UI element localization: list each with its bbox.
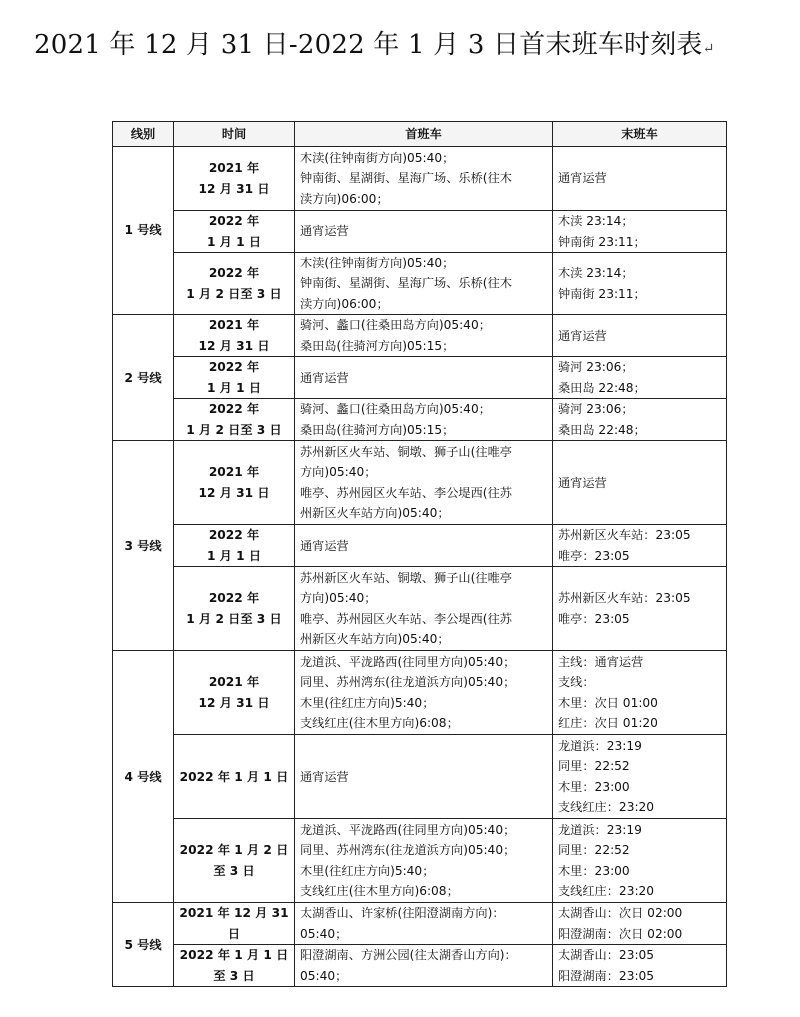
cell-text-line: 同里：22:52 bbox=[558, 843, 630, 858]
last-train-cell bbox=[553, 567, 727, 651]
cell-text-line: 2022 年 bbox=[208, 266, 260, 281]
cell-text-line: 2021 年 bbox=[208, 161, 260, 176]
cell-text-line: 骑河 23:06； bbox=[558, 360, 634, 375]
cell-text-line: 同里：22:52 bbox=[558, 759, 630, 774]
table-row bbox=[113, 253, 727, 315]
cell-text-line: 2022 年 bbox=[208, 402, 260, 417]
cell-text-line: 太湖香山、许家桥(往阳澄湖南方向)： bbox=[300, 906, 505, 921]
line-name-cell: 5 号线 bbox=[113, 903, 174, 987]
time-cell bbox=[174, 903, 295, 945]
cell-text-line: 苏州新区火车站：23:05 bbox=[558, 591, 691, 606]
cell-text-line: 龙道浜：23:19 bbox=[558, 738, 642, 753]
paragraph-mark-icon: ↵ bbox=[702, 41, 715, 57]
cell-text-line: 方向)05:40； bbox=[300, 465, 377, 480]
header-line: 线别 bbox=[113, 122, 174, 147]
cell-text-line: 12 月 31 日 bbox=[198, 485, 270, 500]
cell-text-line: 苏州新区火车站、铜墩、狮子山(往唯亭 bbox=[300, 570, 512, 585]
cell-text-line: 唯亭：23:05 bbox=[558, 548, 630, 563]
table-row bbox=[113, 945, 727, 987]
cell-text-line: 木渎(往钟南街方向)05:40； bbox=[300, 256, 455, 270]
cell-text-line: 通宵运营 bbox=[300, 370, 349, 385]
header-first-train: 首班车 bbox=[295, 122, 553, 147]
cell-text-line: 2022 年 bbox=[208, 591, 260, 606]
line-name-cell: 1 号线 bbox=[113, 147, 174, 315]
first-train-cell bbox=[295, 357, 553, 399]
cell-text-line: 支线红庄：23:20 bbox=[558, 800, 655, 815]
table-row bbox=[113, 315, 727, 357]
cell-text-line: 桑田岛(往骑河方向)05:15； bbox=[300, 422, 455, 437]
cell-text-line: 桑田岛 22:48； bbox=[558, 422, 646, 437]
cell-text-line: 2021 年 12 月 31 bbox=[179, 906, 289, 921]
line-name-cell: 4 号线 bbox=[113, 651, 174, 903]
first-train-cell bbox=[295, 651, 553, 735]
time-cell bbox=[174, 819, 295, 903]
cell-text-line: 骑河、蠡口(往桑田岛方向)05:40； bbox=[300, 318, 491, 333]
cell-text-line: 2022 年 1 月 1 日 bbox=[179, 769, 289, 784]
time-cell bbox=[174, 567, 295, 651]
cell-text-line: 州新区火车站方向)05:40； bbox=[300, 632, 450, 647]
cell-text-line: 同里、苏州湾东(往龙道浜方向)05:40； bbox=[300, 675, 516, 690]
last-train-cell bbox=[553, 315, 727, 357]
cell-text-line: 木渎 23:14； bbox=[558, 266, 634, 281]
schedule-table bbox=[112, 121, 727, 987]
table-row bbox=[113, 211, 727, 253]
last-train-cell bbox=[553, 211, 727, 253]
last-train-cell bbox=[553, 651, 727, 735]
cell-text-line: 通宵运营 bbox=[558, 328, 607, 343]
time-cell bbox=[174, 399, 295, 441]
cell-text-line: 通宵运营 bbox=[558, 171, 607, 186]
last-train-cell bbox=[553, 903, 727, 945]
first-train-cell bbox=[295, 147, 553, 211]
cell-text-line: 至 3 日 bbox=[213, 968, 255, 983]
cell-text-line: 方向)05:40； bbox=[300, 591, 377, 606]
first-train-cell bbox=[295, 253, 553, 315]
cell-text-line: 支线： bbox=[558, 675, 595, 690]
table-row bbox=[113, 399, 727, 441]
table-row bbox=[113, 735, 727, 819]
cell-text-line: 1 月 2 日至 3 日 bbox=[186, 422, 282, 437]
time-cell bbox=[174, 147, 295, 211]
cell-text-line: 2021 年 bbox=[208, 675, 260, 690]
cell-text-line: 木里(往红庄方向)5:40； bbox=[300, 695, 435, 710]
first-train-cell bbox=[295, 567, 553, 651]
cell-text-line: 钟南街 23:11； bbox=[558, 234, 646, 249]
time-cell bbox=[174, 525, 295, 567]
cell-text-line: 木渎 23:14； bbox=[558, 214, 634, 229]
cell-text-line: 阳澄湖南、方洲公园(往太湖香山方向)： bbox=[300, 948, 517, 963]
table-row bbox=[113, 357, 727, 399]
table-row bbox=[113, 441, 727, 525]
table-header-row bbox=[113, 122, 727, 147]
time-cell bbox=[174, 441, 295, 525]
schedule-body bbox=[113, 147, 727, 987]
time-cell bbox=[174, 735, 295, 819]
cell-text-line: 木里：23:00 bbox=[558, 863, 630, 878]
cell-text-line: 1 月 2 日至 3 日 bbox=[186, 286, 282, 301]
time-cell bbox=[174, 651, 295, 735]
last-train-cell bbox=[553, 735, 727, 819]
cell-text-line: 苏州新区火车站：23:05 bbox=[558, 528, 691, 543]
header-last-train: 末班车 bbox=[553, 122, 727, 147]
table-row bbox=[113, 819, 727, 903]
cell-text-line: 唯亭、苏州园区火车站、李公堤西(往苏 bbox=[300, 611, 512, 626]
table-row bbox=[113, 651, 727, 735]
cell-text-line: 2022 年 bbox=[208, 360, 260, 375]
first-train-cell bbox=[295, 441, 553, 525]
table-row bbox=[113, 567, 727, 651]
cell-text-line: 2022 年 bbox=[208, 214, 260, 229]
time-cell bbox=[174, 253, 295, 315]
cell-text-line: 支线红庄(往木里方向)6:08； bbox=[300, 716, 459, 731]
time-cell bbox=[174, 945, 295, 987]
first-train-cell bbox=[295, 819, 553, 903]
first-train-cell bbox=[295, 525, 553, 567]
cell-text-line: 太湖香山：次日 02:00 bbox=[558, 906, 683, 921]
line-name-cell: 2 号线 bbox=[113, 315, 174, 441]
cell-text-line: 苏州新区火车站、铜墩、狮子山(往唯亭 bbox=[300, 444, 512, 459]
last-train-cell bbox=[553, 253, 727, 315]
first-train-cell bbox=[295, 211, 553, 253]
cell-text-line: 1 月 1 日 bbox=[206, 380, 262, 395]
cell-text-line: 12 月 31 日 bbox=[198, 695, 270, 710]
cell-text-line: 1 月 1 日 bbox=[206, 548, 262, 563]
cell-text-line: 1 月 2 日至 3 日 bbox=[186, 611, 282, 626]
cell-text-line: 渎方向)06:00； bbox=[300, 296, 389, 311]
cell-text-line: 木渎(往钟南街方向)05:40； bbox=[300, 150, 455, 165]
title-text: 2021 年 12 月 31 日-2022 年 1 月 3 日首末班车时刻表 bbox=[34, 30, 703, 60]
cell-text-line: 阳澄湖南：次日 02:00 bbox=[558, 926, 683, 941]
cell-text-line: 龙道浜、平泷路西(往同里方向)05:40； bbox=[300, 822, 516, 837]
cell-text-line: 木里：23:00 bbox=[558, 779, 630, 794]
cell-text-line: 2022 年 bbox=[208, 528, 260, 543]
first-train-cell bbox=[295, 945, 553, 987]
cell-text-line: 骑河 23:06； bbox=[558, 402, 634, 417]
header-time: 时间 bbox=[174, 122, 295, 147]
cell-text-line: 龙道浜、平泷路西(往同里方向)05:40； bbox=[300, 654, 516, 669]
last-train-cell bbox=[553, 819, 727, 903]
cell-text-line: 05:40； bbox=[300, 968, 348, 983]
first-train-cell bbox=[295, 903, 553, 945]
last-train-cell bbox=[553, 525, 727, 567]
table-row bbox=[113, 147, 727, 211]
cell-text-line: 唯亭、苏州园区火车站、李公堤西(往苏 bbox=[300, 485, 512, 500]
table-row bbox=[113, 525, 727, 567]
cell-text-line: 骑河、蠡口(往桑田岛方向)05:40； bbox=[300, 402, 491, 417]
line-name-cell: 3 号线 bbox=[113, 441, 174, 651]
cell-text-line: 2021 年 bbox=[208, 465, 260, 480]
first-train-cell bbox=[295, 315, 553, 357]
cell-text-line: 钟南街 23:11； bbox=[558, 286, 646, 301]
cell-text-line: 2021 年 bbox=[208, 318, 260, 333]
cell-text-line: 通宵运营 bbox=[300, 224, 349, 239]
cell-text-line: 木里：次日 01:00 bbox=[558, 695, 658, 710]
first-train-cell bbox=[295, 399, 553, 441]
time-cell bbox=[174, 315, 295, 357]
cell-text-line: 12 月 31 日 bbox=[198, 338, 270, 353]
table-row bbox=[113, 903, 727, 945]
cell-text-line: 太湖香山：23:05 bbox=[558, 948, 655, 963]
last-train-cell bbox=[553, 399, 727, 441]
cell-text-line: 通宵运营 bbox=[300, 769, 349, 784]
cell-text-line: 红庄：次日 01:20 bbox=[558, 716, 658, 731]
time-cell bbox=[174, 211, 295, 253]
cell-text-line: 2022 年 1 月 1 日 bbox=[179, 948, 289, 963]
cell-text-line: 州新区火车站方向)05:40； bbox=[300, 506, 450, 521]
last-train-cell bbox=[553, 147, 727, 211]
last-train-cell bbox=[553, 357, 727, 399]
cell-text-line: 支线红庄(往木里方向)6:08； bbox=[300, 884, 459, 899]
last-train-cell bbox=[553, 945, 727, 987]
cell-text-line: 日 bbox=[227, 926, 241, 941]
cell-text-line: 1 月 1 日 bbox=[206, 234, 262, 249]
cell-text-line: 通宵运营 bbox=[300, 538, 349, 553]
cell-text-line: 2022 年 1 月 2 日 bbox=[179, 843, 289, 858]
cell-text-line: 支线红庄：23:20 bbox=[558, 884, 655, 899]
cell-text-line: 至 3 日 bbox=[213, 863, 255, 878]
cell-text-line: 阳澄湖南：23:05 bbox=[558, 968, 655, 983]
cell-text-line: 05:40； bbox=[300, 926, 348, 941]
cell-text-line: 桑田岛 22:48； bbox=[558, 380, 646, 395]
cell-text-line: 渎方向)06:00； bbox=[300, 191, 389, 206]
cell-text-line: 木里(往红庄方向)5:40； bbox=[300, 863, 435, 878]
cell-text-line: 桑田岛(往骑河方向)05:15； bbox=[300, 338, 455, 353]
cell-text-line: 通宵运营 bbox=[558, 475, 607, 490]
cell-text-line: 钟南街、星湖街、星海广场、乐桥(往木 bbox=[300, 276, 512, 291]
cell-text-line: 主线：通宵运营 bbox=[558, 654, 644, 669]
first-train-cell bbox=[295, 735, 553, 819]
cell-text-line: 同里、苏州湾东(往龙道浜方向)05:40； bbox=[300, 843, 516, 858]
time-cell bbox=[174, 357, 295, 399]
document-title bbox=[34, 28, 715, 66]
cell-text-line: 唯亭：23:05 bbox=[558, 611, 630, 626]
last-train-cell bbox=[553, 441, 727, 525]
cell-text-line: 钟南街、星湖街、星海广场、乐桥(往木 bbox=[300, 171, 512, 186]
cell-text-line: 12 月 31 日 bbox=[198, 181, 270, 196]
cell-text-line: 龙道浜：23:19 bbox=[558, 822, 642, 837]
